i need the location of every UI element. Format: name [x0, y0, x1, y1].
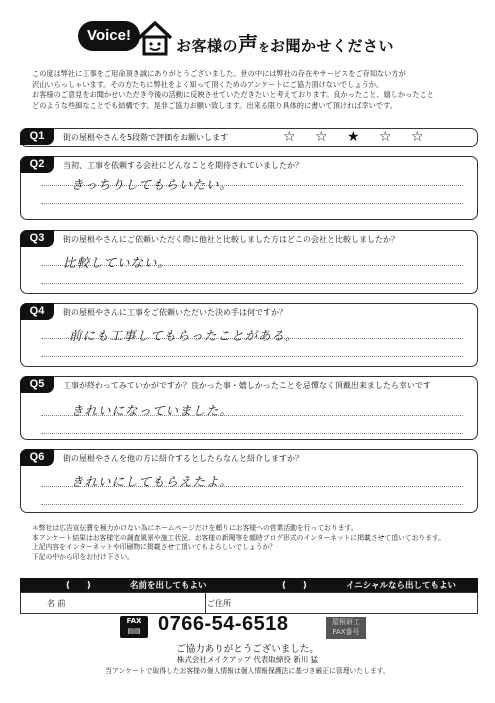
question-text: 街の屋根やさんを他の方に紹介するとしたらなんと紹介しますか？	[63, 454, 303, 463]
privacy-note: 当アンケートで取得したお客様の個人情報は個人情報保護法に基づき厳正に管理いたします。	[105, 667, 390, 675]
field-divider	[205, 593, 206, 613]
company-name: 株式会社メイクアップ 代表取締役 新川 猛	[176, 655, 319, 664]
thanks-text: ご協力ありがとうございました。	[176, 644, 319, 655]
address-field-label: ご住所	[207, 599, 231, 608]
star-icon[interactable]: ☆	[411, 129, 424, 145]
star-icon[interactable]: ☆	[283, 129, 296, 145]
question-number: Q3	[20, 230, 54, 247]
answer-text[interactable]: きっちりしてもらいたい。	[71, 177, 234, 192]
name-ok-label: 名前を出してもよい	[130, 581, 207, 591]
question-5-block	[20, 376, 478, 440]
star-icon[interactable]: ☆	[315, 129, 328, 145]
answer-text[interactable]: 前にも工事してもらったことがある。	[69, 328, 299, 343]
initials-ok-checkbox[interactable]: ( )	[282, 581, 307, 591]
publish-notice: ＊弊社は広告宣伝費を極力かけない為にホームページだけを頼りにお客様への営業活動を行っております。 本アンケート結果はお客様宅の調査風景や施工状況、お客様の新聞等を顔時ブログ形式のインターネットに掲載させて頂いております。 上記内容をインターネットや印刷物に掲載させて頂いてもよろしいでしょうか？ 下記の中から印をお付け下さい。	[32, 524, 446, 561]
name-address-box	[20, 592, 478, 614]
answer-line	[41, 203, 463, 204]
question-number: Q5	[20, 376, 54, 393]
question-number: Q2	[20, 156, 54, 173]
question-3-block	[20, 230, 478, 294]
question-number: Q4	[20, 303, 54, 320]
answer-line	[41, 356, 463, 357]
answer-text[interactable]: きれいになっていました。	[71, 403, 234, 418]
answer-line	[41, 433, 463, 434]
question-6-block	[20, 449, 478, 513]
question-4-block	[20, 303, 478, 367]
question-1-block	[20, 128, 478, 147]
house-icon	[136, 19, 174, 57]
star-icon[interactable]: ☆	[379, 129, 392, 145]
name-ok-checkbox[interactable]: ( )	[66, 581, 91, 591]
fax-machine-icon: FAX ▤▤	[120, 616, 148, 638]
name-field-label: 名 前	[47, 599, 66, 608]
question-text: 街の屋根やさんに工事をご依頼いただいた決め手は何ですか？	[63, 308, 287, 317]
name-permission-bar	[20, 578, 478, 592]
answer-text[interactable]: きれいにしてもらえたよ。	[71, 474, 234, 489]
star-filled-icon[interactable]: ★	[347, 129, 360, 145]
question-text: 工事が終わってみていかがですか？良かった事・嬉しかったことを忌憚なく頂戴出来ましたら幸いです	[63, 381, 431, 390]
question-text: 街の屋根やさんを5段階で評価をお願いします	[63, 133, 229, 142]
voice-badge: Voice!	[78, 21, 140, 51]
answer-line	[41, 283, 463, 284]
answer-text[interactable]: 比較していない。	[63, 255, 172, 270]
answer-line	[41, 504, 463, 505]
fax-stamp: 屋根研工 FAX番号	[326, 617, 366, 639]
initials-ok-label: イニシャルなら出してもよい	[346, 581, 456, 591]
question-text: 街の屋根やさんにご依頼いただく際に他社と比較しました方はどこの会社と比較しましたか？	[63, 235, 399, 244]
fax-number: 0766-54-6518	[158, 613, 289, 635]
question-text: 当初、工事を依頼する会社にどんなことを期待されていましたか？	[63, 161, 303, 170]
question-2-block	[20, 156, 478, 220]
intro-text: この度は弊社に工事をご用命頂き誠にありがとうございました。世の中には弊社の存在やサービスをご存知ない方が 沢山いらっしゃいます。その方たちに弊社をよく知って頂くためのアンケートにご協力頂けないでしょうか。 お客様のご意見をお聞かせいただき今後の活動に反映させていただきたいと考えております。良かったこと、嬉しかったこと どのような些細なことでも結構です。是非ご協力お願い致します。出来る限り具体的に書いて頂ければ幸いです。	[32, 69, 434, 110]
question-number: Q6	[20, 449, 54, 466]
page-title: お客様の声をお聞かせください	[176, 32, 395, 56]
question-number: Q1	[20, 128, 54, 145]
